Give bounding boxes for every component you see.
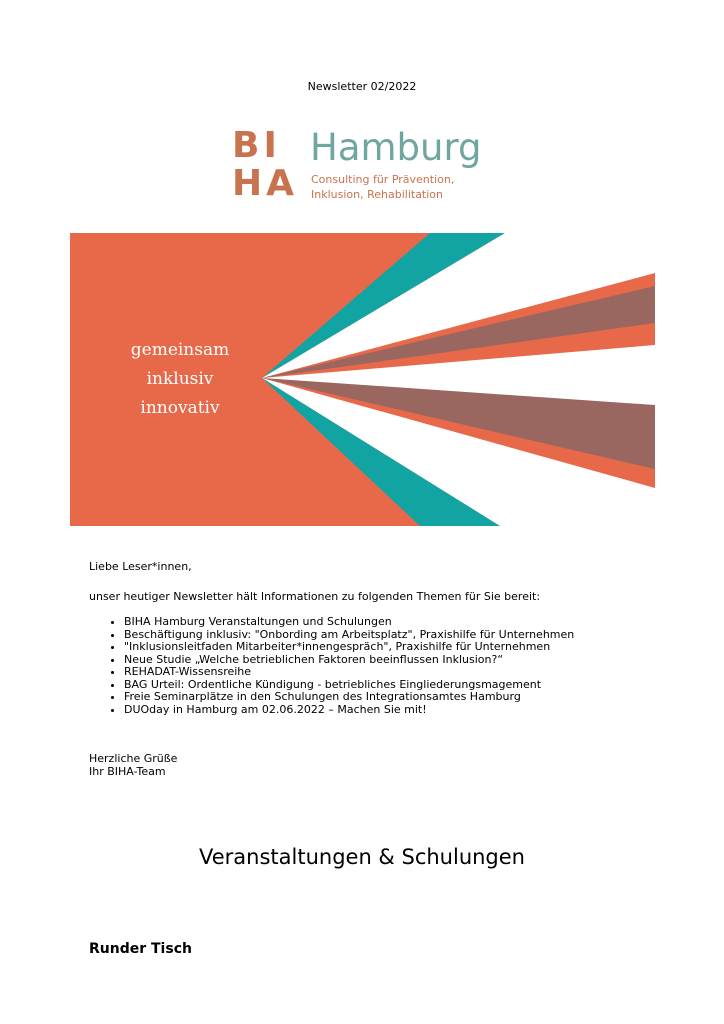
logo-tagline-1: Consulting für Prävention, <box>311 173 455 186</box>
logo-bi: BI <box>232 125 281 166</box>
topic-item[interactable]: • BIHA Hamburg Veranstaltungen und Schulungen <box>124 616 649 629</box>
slogan-line: innovativ <box>140 398 220 418</box>
topic-item[interactable]: • DUOday in Hamburg am 02.06.2022 – Machen Sie mit! <box>124 704 649 717</box>
section-title: Veranstaltungen & Schulungen <box>199 845 525 869</box>
greeting: Liebe Leser*innen, <box>89 560 192 573</box>
intro-text: unser heutiger Newsletter hält Informationen zu folgenden Themen für Sie bereit: <box>89 590 541 603</box>
hero-banner <box>70 233 655 526</box>
logo-ha: HA <box>232 163 298 204</box>
closing <box>89 752 649 778</box>
topic-item[interactable]: • Beschäftigung inklusiv: "Onbording am Arbeitsplatz", Praxishilfe für Unternehmen <box>124 629 649 642</box>
topic-item[interactable]: • Freie Seminarplätze in den Schulungen des Integrationsamtes Hamburg <box>124 691 649 704</box>
topic-item[interactable]: • "Inklusionsleitfaden Mitarbeiter*innengespräch", Praxishilfe für Unternehmen <box>124 641 649 654</box>
slogan-line: gemeinsam <box>130 340 230 360</box>
topics-list <box>89 616 649 716</box>
logo-tagline-2: Inklusion, Rehabilitation <box>311 188 443 201</box>
topic-item[interactable]: • REHADAT-Wissensreihe <box>124 666 649 679</box>
topic-item[interactable]: • Neue Studie „Welche betrieblichen Faktoren beeinflussen Inklusion?“ <box>124 654 649 667</box>
newsletter-body <box>89 560 649 778</box>
closing-greeting: Herzliche Grüße <box>89 752 178 765</box>
banner-slogan <box>100 336 260 423</box>
topic-item[interactable]: • BAG Urteil: Ordentliche Kündigung - betriebliches Eingliederungsmagement <box>124 679 649 692</box>
logo-hamburg: Hamburg <box>310 126 482 169</box>
biha-logo <box>232 125 502 204</box>
slogan-line: inklusiv <box>146 369 214 389</box>
closing-signature: Ihr BIHA-Team <box>89 765 166 778</box>
newsletter-issue: Newsletter 02/2022 <box>307 80 417 93</box>
section-subtitle: Runder Tisch <box>89 941 192 957</box>
